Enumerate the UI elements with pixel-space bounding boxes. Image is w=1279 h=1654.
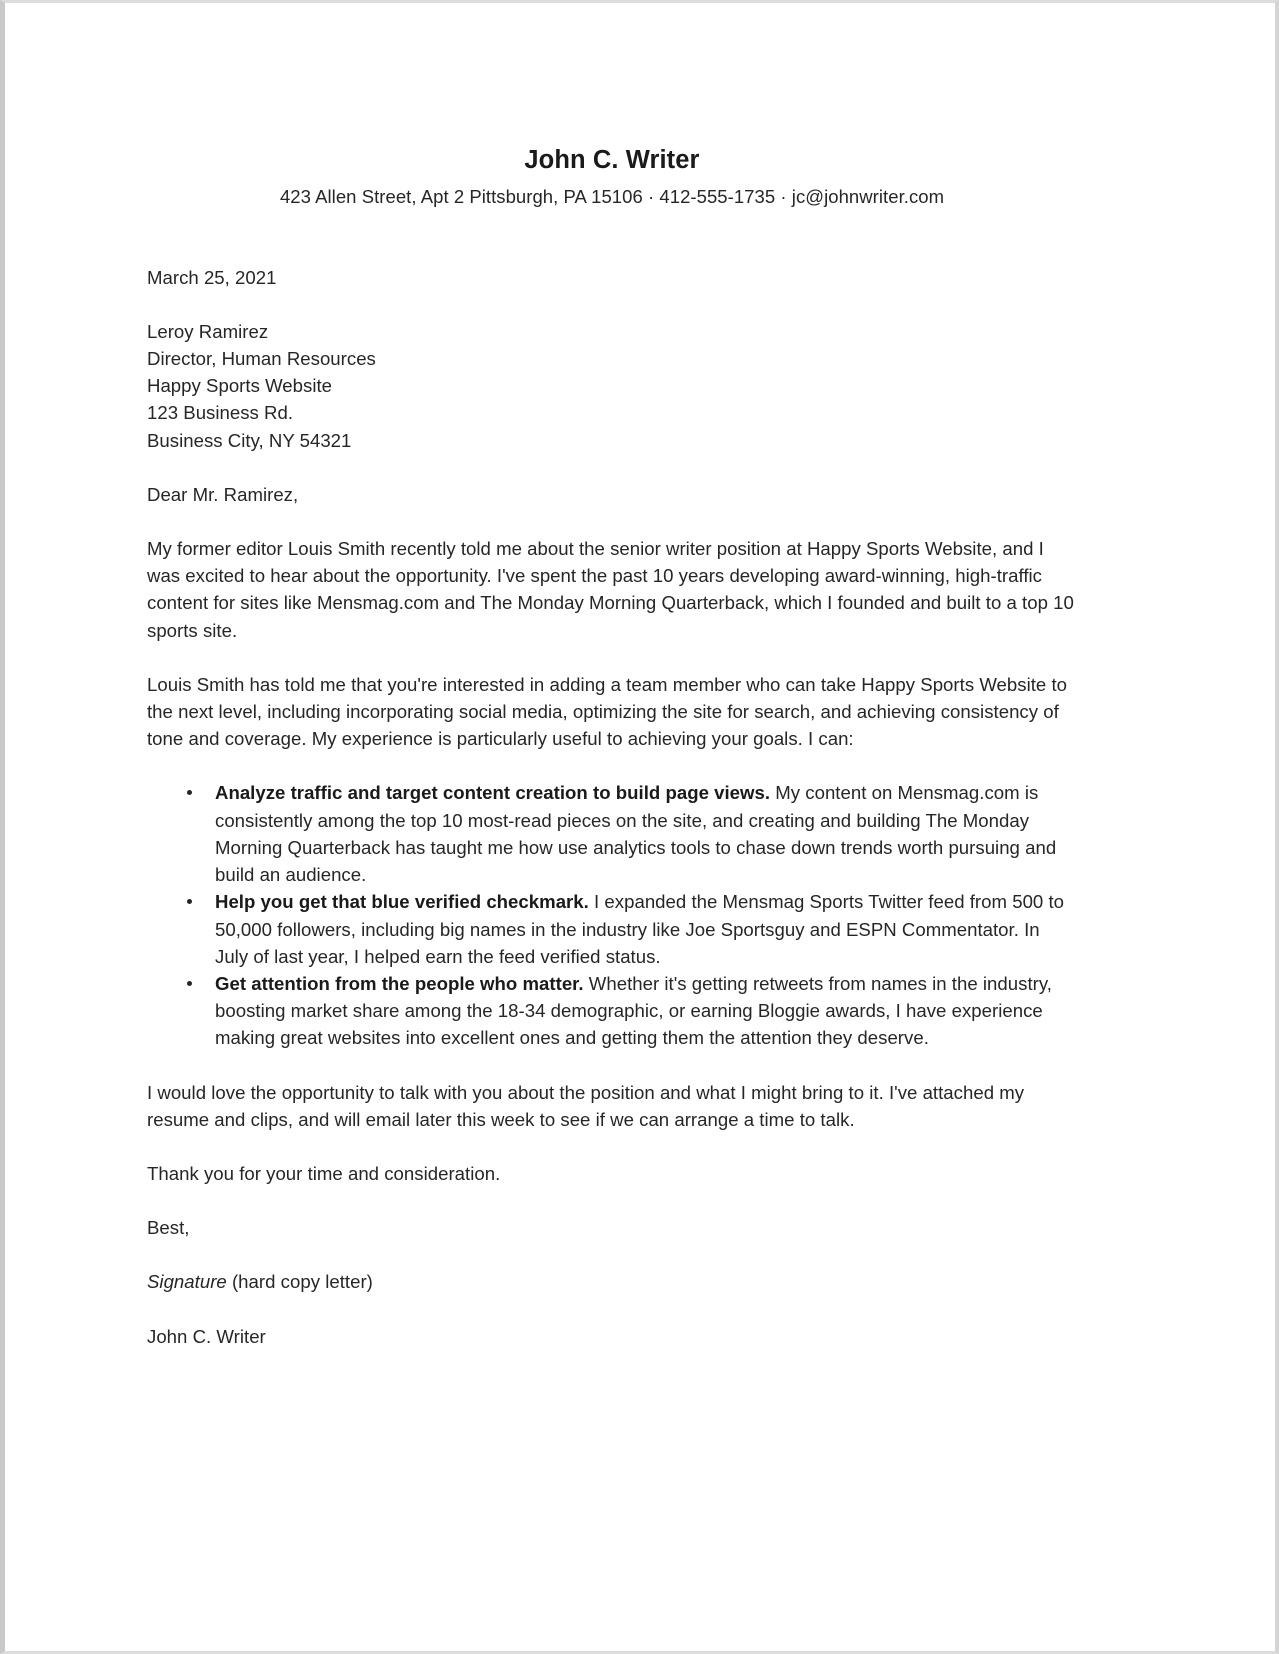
spacer-after-date [147, 291, 1077, 318]
recipient-city-state-zip: Business City, NY 54321 [147, 429, 352, 451]
body-paragraph-4: Thank you for your time and consideration. [147, 1162, 501, 1184]
salutation: Dear Mr. Ramirez, [147, 483, 299, 505]
spacer-after-paragraph-3 [147, 1133, 1077, 1160]
list-item-lead: Get attention from the people who matter. [215, 972, 584, 994]
recipient-street: 123 Business Rd. [147, 402, 294, 424]
bullet-dot-icon [187, 899, 192, 904]
spacer-after-paragraph-1 [147, 644, 1077, 671]
bullet-dot-icon [187, 790, 192, 795]
list-item-lead: Analyze traffic and target content creation to build page views. [215, 782, 771, 804]
list-item-body: I expanded the Mensmag Sports Twitter feed from 500 to 50,000 followers, including big names in the industry like Joe Sportsguy and ESPN Commentator. In July of last year, I helped earn the feed verified status. [215, 891, 1065, 967]
sender-contact-line: 423 Allen Street, Apt 2 Pittsburgh, PA 15106 · 412-555-1735 · jc@johnwriter.com [279, 185, 945, 207]
recipient-company: Happy Sports Website [147, 375, 333, 397]
signature-word: Signature [147, 1271, 227, 1293]
letterhead [147, 3, 1077, 209]
spacer-after-list [147, 1052, 1077, 1079]
qualifications-list [147, 779, 1077, 1051]
list-item [147, 779, 1077, 888]
signature-note: (hard copy letter) [226, 1271, 373, 1293]
list-item [147, 888, 1077, 970]
letter-content [147, 3, 1077, 1350]
list-item [147, 970, 1077, 1052]
valediction: Best, [147, 1217, 190, 1239]
spacer-after-salutation [147, 508, 1077, 535]
recipient-name: Leroy Ramirez [147, 320, 269, 342]
sender-name-heading: John C. Writer [524, 146, 700, 174]
letter-date: March 25, 2021 [147, 266, 277, 288]
spacer-after-signature [147, 1296, 1077, 1323]
sender-name-closing: John C. Writer [147, 1325, 266, 1347]
list-item-body: My content on Mensmag.com is consistently among the top 10 most-read pieces on the site, and creating and building The Monday Morning Quarterback has taught me how use analytics tools to chase down trends worth pursuing and build an audience. [215, 782, 1057, 886]
body-paragraph-2: Louis Smith has told me that you're interested in adding a team member who can take Happy Sports Website to the next level, including incorporating social media, optimizing the site for search, and achieving consistency of tone and coverage. My experience is particularly useful to achieving your goals. I can: [147, 673, 1068, 750]
spacer-before-closing [147, 1187, 1077, 1214]
page-sheet [5, 3, 1275, 1651]
body-paragraph-1: My former editor Louis Smith recently told me about the senior writer position at Happy Sports Website, and I was excited to hear about the opportunity. I've spent the past 10 years developing award-winning, high-traffic content for sites like Mensmag.com and The Monday Morning Quarterback, which I founded and built to a top 10 sports site. [147, 538, 1074, 641]
spacer-after-valediction [147, 1241, 1077, 1268]
signature-line [147, 1268, 1077, 1295]
bullet-dot-icon [187, 981, 192, 986]
letter-body [147, 264, 1077, 1350]
recipient-title: Director, Human Resources [147, 348, 376, 370]
list-item-body: Whether it's getting retweets from names in the industry, boosting market share among the 18-34 demographic, or earning Bloggie awards, I have experience making great websites into excellent ones and getting them the attention they deserve. [215, 972, 1052, 1049]
body-paragraph-3: I would love the opportunity to talk with you about the position and what I might bring to it. I've attached my resume and clips, and will email later this week to see if we can arrange a time to talk. [147, 1081, 1025, 1130]
recipient-address-block [147, 318, 1077, 454]
list-item-lead: Help you get that blue verified checkmark. [215, 891, 589, 913]
spacer-after-address [147, 454, 1077, 481]
